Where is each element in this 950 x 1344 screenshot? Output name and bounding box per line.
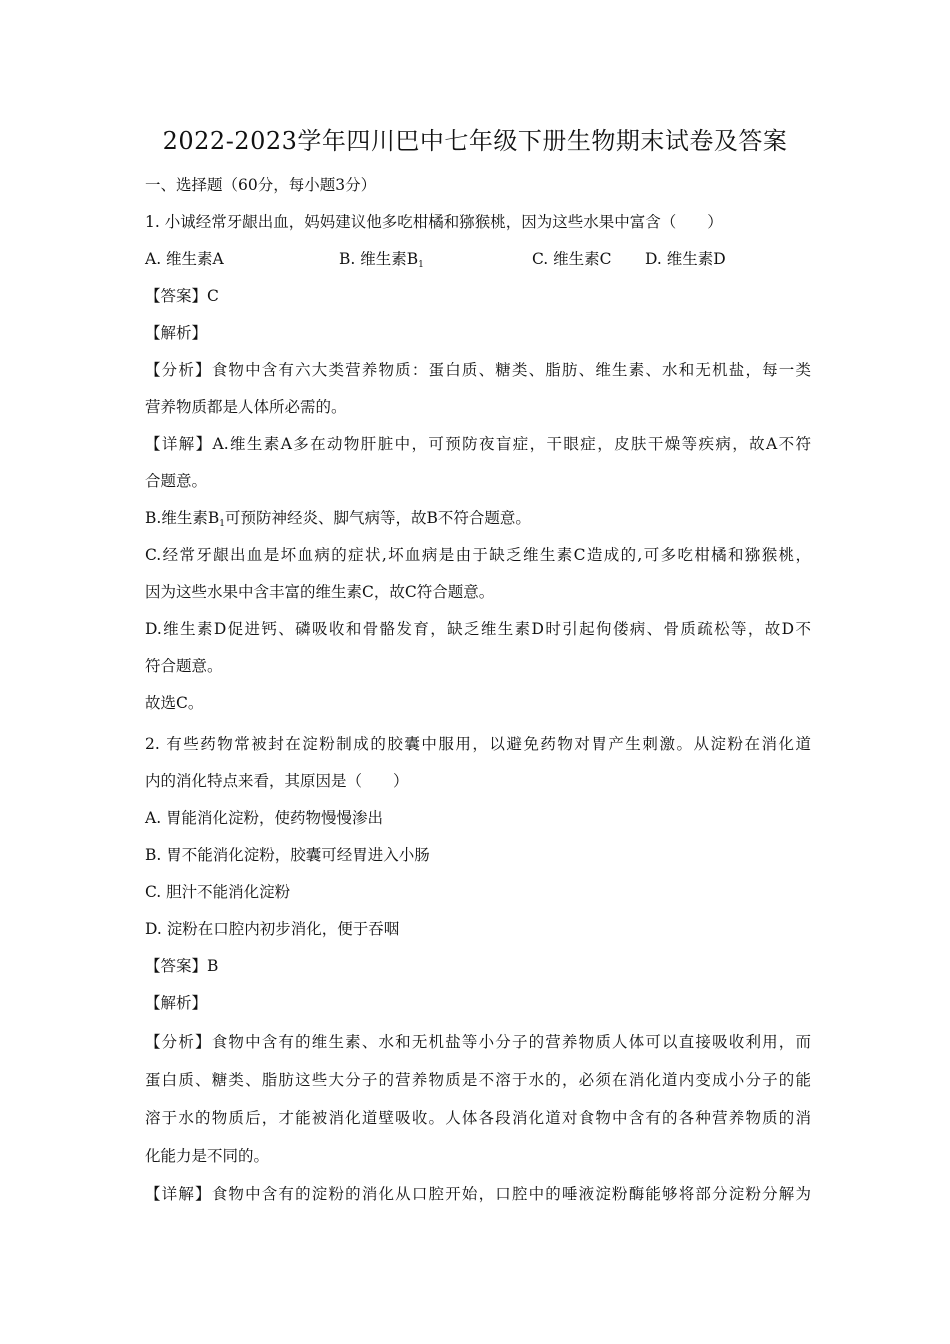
q1-option-d: D. 维生素D — [645, 250, 726, 268]
q2-fenxi-line-3: 溶于水的物质后，才能被消化道壁吸收。人体各段消化道对食物中含有的各种营养物质的消 — [145, 1109, 811, 1127]
q1-option-a: A. 维生素A — [145, 250, 224, 268]
q1-explain-b-pre: B.维生素B — [145, 509, 220, 527]
document-title: 2022-2023学年四川巴中七年级下册生物期末试卷及答案 — [162, 127, 788, 155]
q1-options — [145, 248, 811, 270]
q1-option-b — [339, 248, 424, 276]
q1-option-b-text: B. 维生素B — [339, 250, 419, 268]
q1-explain-b-post: 可预防神经炎、脚气病等，故B不符合题意。 — [224, 509, 531, 527]
q1-conclusion: 故选C。 — [145, 694, 204, 712]
section-heading: 一、选择题（60分，每小题3分） — [145, 176, 377, 194]
q1-explain-b-subscript: 1 — [219, 519, 225, 529]
q2-option-b: B. 胃不能消化淀粉，胶囊可经胃进入小肠 — [145, 846, 430, 864]
q2-stem-line-2: 内的消化特点来看，其原因是（ ） — [145, 772, 409, 790]
q1-answer: 【答案】C — [145, 287, 219, 305]
q2-option-a: A. 胃能消化淀粉，使药物慢慢渗出 — [145, 809, 384, 827]
q2-xiangjie-line-1: 【详解】食物中含有的淀粉的消化从口腔开始，口腔中的唾液淀粉酶能够将部分淀粉分解为 — [145, 1185, 811, 1203]
q1-explain-d-line-2: 符合题意。 — [145, 657, 223, 675]
q2-fenxi-line-2: 蛋白质、糖类、脂肪这些大分子的营养物质是不溶于水的，必须在消化道内变成小分子的能 — [145, 1071, 811, 1089]
q2-stem-line-1: 2. 有些药物常被封在淀粉制成的胶囊中服用，以避免药物对胃产生刺激。从淀粉在消化道 — [145, 735, 811, 753]
q1-explain-c-line-2: 因为这些水果中含丰富的维生素C，故C符合题意。 — [145, 583, 495, 601]
q1-xiangjie-line-2: 合题意。 — [145, 472, 208, 490]
q2-fenxi-line-1: 【分析】食物中含有的维生素、水和无机盐等小分子的营养物质人体可以直接吸收利用，而 — [145, 1033, 811, 1051]
q1-explain-b — [145, 507, 811, 535]
q1-fenxi-line-1: 【分析】食物中含有六大类营养物质：蛋白质、糖类、脂肪、维生素、水和无机盐，每一类 — [145, 361, 811, 379]
q2-jiexi-heading: 【解析】 — [145, 994, 208, 1012]
q2-option-c: C. 胆汁不能消化淀粉 — [145, 883, 291, 901]
q1-jiexi-heading: 【解析】 — [145, 324, 208, 342]
q1-explain-c-line-1: C.经常牙龈出血是坏血病的症状,坏血病是由于缺乏维生素C造成的,可多吃柑橘和猕猴桃， — [145, 546, 811, 564]
q1-fenxi-line-2: 营养物质都是人体所必需的。 — [145, 398, 347, 416]
q2-option-d: D. 淀粉在口腔内初步消化，便于吞咽 — [145, 920, 400, 938]
q1-option-c: C. 维生素C — [532, 250, 612, 268]
q2-fenxi-line-4: 化能力是不同的。 — [145, 1147, 270, 1165]
q1-explain-d-line-1: D.维生素D促进钙、磷吸收和骨骼发育，缺乏维生素D时引起佝偻病、骨质疏松等，故D不 — [145, 620, 811, 638]
q1-stem: 1. 小诚经常牙龈出血，妈妈建议他多吃柑橘和猕猴桃，因为这些水果中富含（ ） — [145, 213, 723, 231]
q1-option-b-subscript: 1 — [418, 260, 424, 270]
q2-answer: 【答案】B — [145, 957, 219, 975]
q1-xiangjie-line-1: 【详解】A.维生素A多在动物肝脏中，可预防夜盲症，干眼症，皮肤干燥等疾病，故A不符 — [145, 435, 811, 453]
